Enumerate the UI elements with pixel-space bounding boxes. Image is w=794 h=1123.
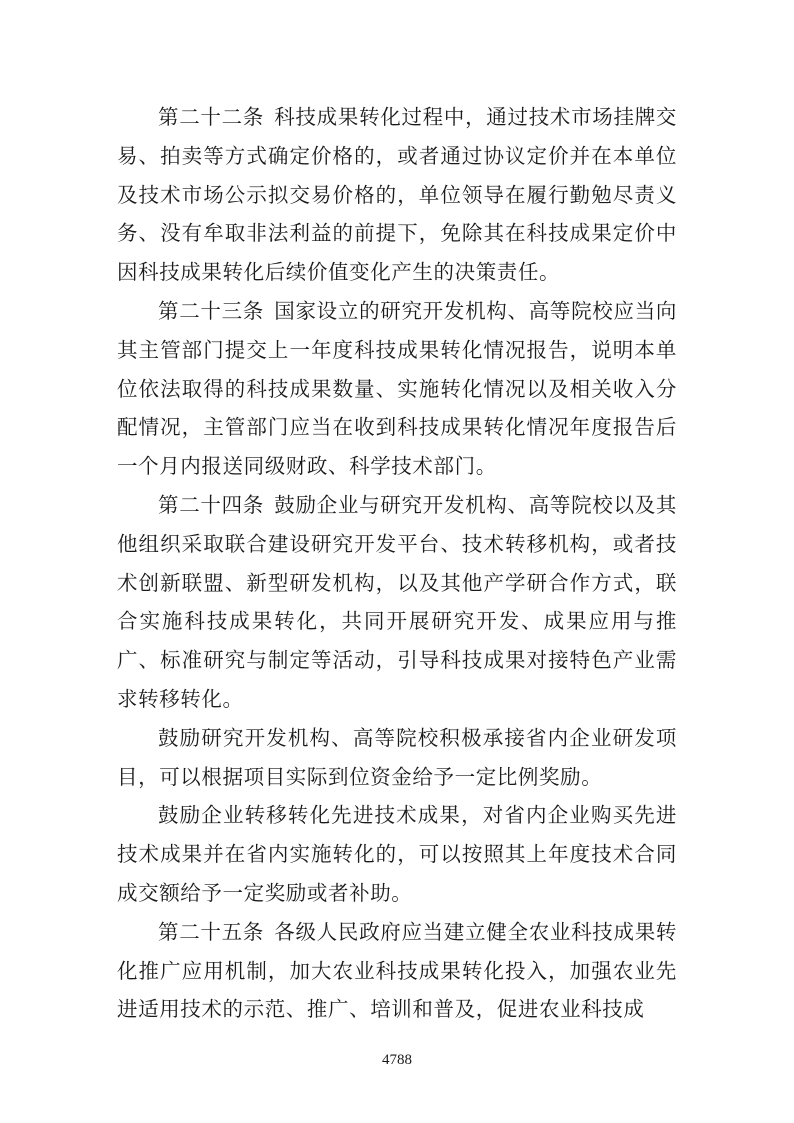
document-body [117, 98, 677, 1029]
article-22-paragraph [117, 98, 677, 292]
article-23-paragraph [117, 292, 677, 486]
page-number: 4788 [382, 1052, 412, 1068]
article-heading: 第二十四条 [158, 492, 265, 517]
article-25-paragraph [117, 913, 677, 1029]
article-text: 国家设立的研究开发机构、高等院校应当向其主管部门提交上一年度科技成果转化情况报告，说明本单位依法取得的科技成果数量、实施转化情况以及相关收入分配情况，主管部门应当在收到科技成果转化情况年度报告后一个月内报送同级财政、科学技术部门。 [117, 298, 677, 479]
article-24-paragraph [117, 486, 677, 719]
article-heading: 第二十五条 [158, 919, 265, 944]
article-heading: 第二十二条 [158, 105, 265, 129]
article-text: 鼓励企业与研究开发机构、高等院校以及其他组织采取联合建设研究开发平台、技术转移机构，或者技术创新联盟、新型研发机构，以及其他产学研合作方式，联合实施科技成果转化，共同开展研究开发、成果应用与推广、标准研究与制定等活动，引导科技成果对接特色产业需求转移转化。 [117, 492, 677, 711]
article-24-clause-2-paragraph [117, 719, 677, 797]
article-heading: 第二十三条 [158, 298, 265, 323]
clause-text: 鼓励研究开发机构、高等院校积极承接省内企业研发项目，可以根据项目实际到位资金给予一定比例奖励。 [117, 725, 677, 789]
article-text: 科技成果转化过程中，通过技术市场挂牌交易、拍卖等方式确定价格的，或者通过协议定价并在本单位及技术市场公示拟交易价格的，单位领导在履行勤勉尽责义务、没有牟取非法利益的前提下，免除其在科技成果定价中因科技成果转化后续价值变化产生的决策责任。 [117, 105, 677, 285]
article-text: 各级人民政府应当建立健全农业科技成果转化推广应用机制，加大农业科技成果转化投入，加强农业先进适用技术的示范、推广、培训和普及，促进农业科技成 [117, 919, 677, 1022]
clause-text: 鼓励企业转移转化先进技术成果，对省内企业购买先进技术成果并在省内实施转化的，可以按照其上年度技术合同成交额给予一定奖励或者补助。 [117, 803, 677, 905]
article-24-clause-3-paragraph [117, 796, 677, 912]
